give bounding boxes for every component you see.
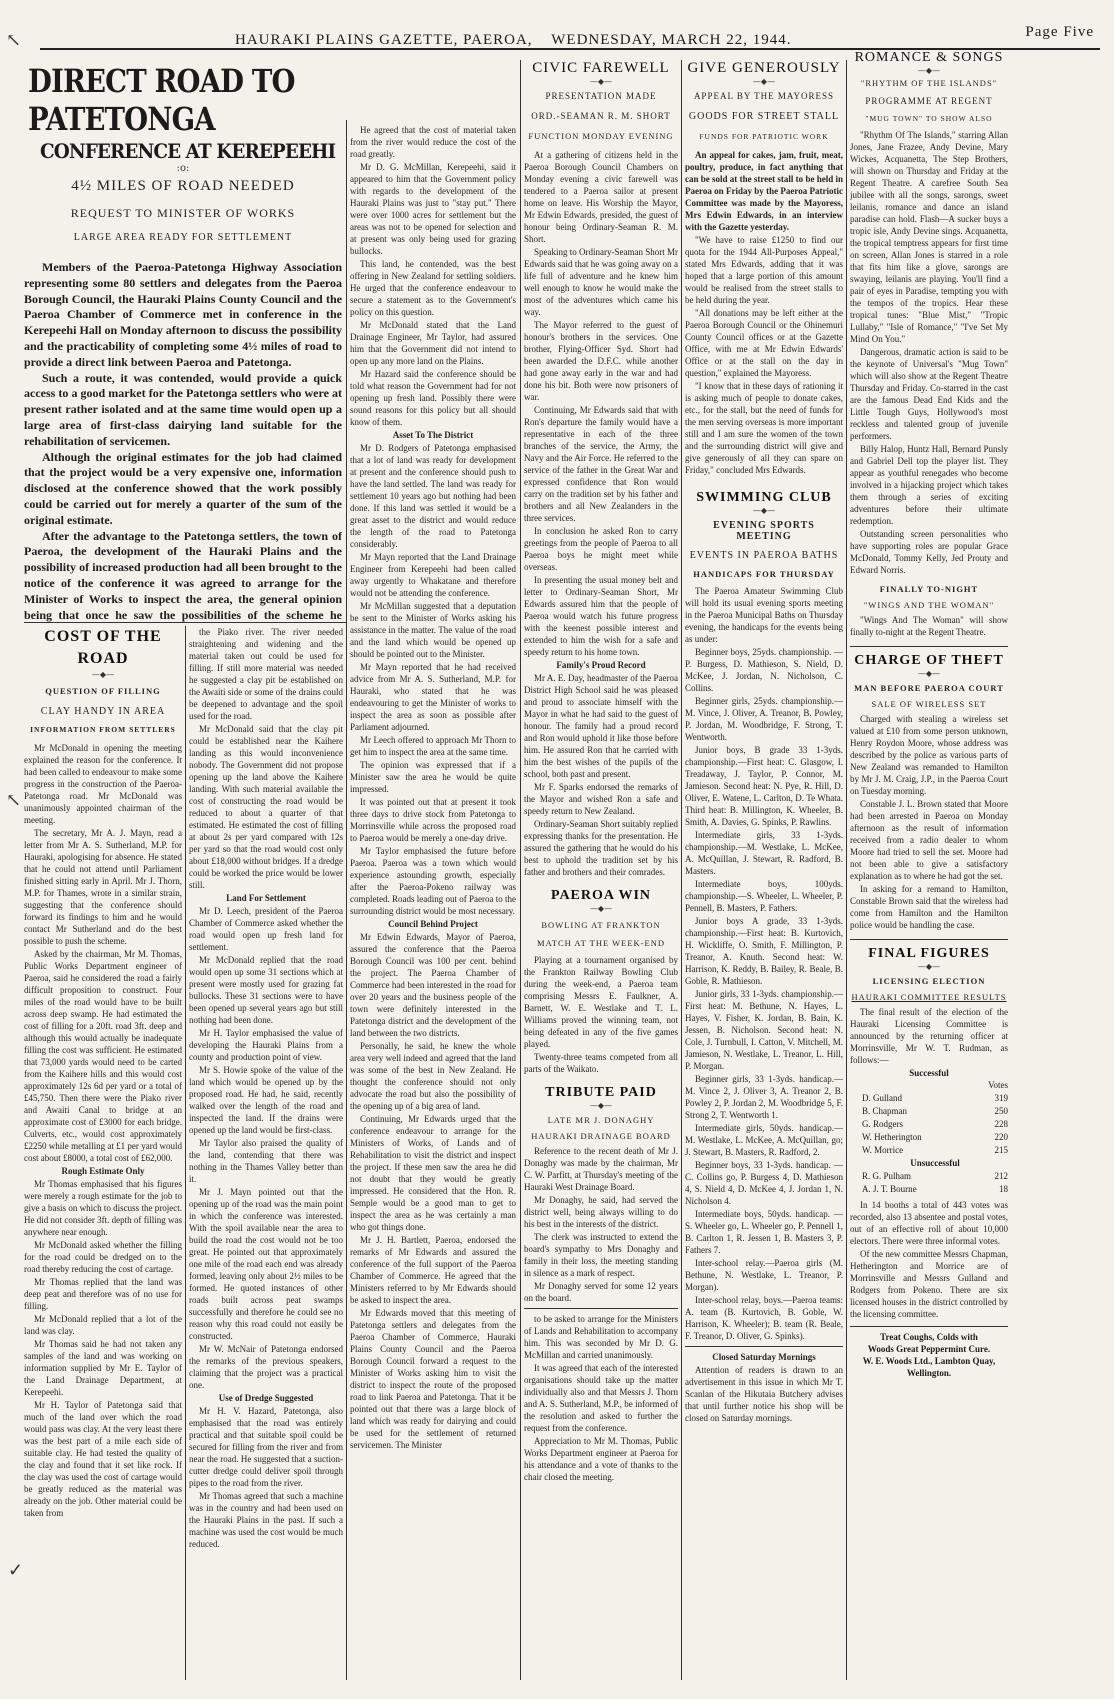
table-row: R. G. Pulham 212 [862,1171,1008,1181]
section-subhead: Family's Proud Record [556,660,646,670]
theft-sub1: MAN BEFORE PAEROA COURT [854,683,1004,693]
theft-sub2: SALE OF WIRELESS SET [871,699,987,709]
romance-sub4: FINALLY TO-NIGHT [879,584,979,594]
column-rule [846,60,847,1680]
advertisement: Treat Coughs, Colds with Woods Great Peppermint Cure. W. E. Woods Ltd., Lambton Quay, Wellington. [862,1332,996,1378]
column-rule [681,60,682,1680]
give-sub1: APPEAL BY THE MAYORESS [693,91,835,101]
civic-headline: CIVIC FAREWELL [532,60,670,76]
paeroa-win-sub2: MATCH AT THE WEEK-END [537,938,665,948]
romance-column: ROMANCE & SONGS —◆— "RHYTHM OF THE ISLANDS" PROGRAMME AT REGENT "MUG TOWN" TO SHOW ALSO "Rhythm Of The Islands," starring Allan Jones, Jane Frazee, Andy Devine, Mary Wickes, Acquanetta, The Step Brothers, will shown on Thursday and Friday at the Regent Theatre. A carefree South Sea jubilee with all the songs, sarongs, sweet leilanis, romance and dance an island paradise can hold. Flash—A sucker buys a tropic isle, Andy Devine sings. Acquanetta, the tropical temptress appears for first time on screen, Allan Jones is starred in a role that fits him like a glove, sarongs are swaying, leilanis are playing. You'll find a pair of eyes in Paradise, tempting you with the tempos of the tropics. Hear these tropical tunes: "Blue Mist," "Tropic Lullaby," "Isle of Romance," "I've Set My Mind On You." Dangerous, dramatic action is said to be the keynote of Universal's "Mug Town" which will also show at the Regent Theatre Thursday and Friday. Co-starred in the cast are the famous Dead End Kids and the Little Tough Guys, Hollywood's most reckless and talented group of juvenile performers. Billy Halop, Huntz Hall, Bernard Punsly and Gabriel Dell top the player list. They appear as youthful renegades who become involved in a hijacking project which takes them through a series of exciting adventures before their ultimate redemption. Outstanding screen personalities who have supporting roles are popular Grace McDonald, Tommy Kelly, Jed Prouty and Edward Norris. FINALLY TO-NIGHT "WINGS AND THE WOMAN" "Wings And The Woman" will show finally to-night at the Regent Theatre. CHARGE OF THEFT —◆— MAN BEFORE PAEROA COURT SALE OF WIRELESS SET Charged with stealing a wireless set valued at £10 from some person unknown, Henry Roydon Moore, whose address was described by the police as various parts of New Zealand was remanded to Hamilton by Mr J. M. Craig, J.P., in the Paeroa Court on Tuesday morning. Constable J. L. Brown stated that Moore had been arrested in Paeroa on Monday afternoon as the result of information received from a radio dealer to whom Moore had tried to sell the set. Moore had not been able to give a satisfactory explanation as to where he had got the set. In asking for a remand to Hamilton, Constable Brown said that the wireless had come from Hamilton and the Hamilton police would be handling the case. FINAL FIGURES —◆— LICENSING ELECTION HAURAKI COMMITTEE RESULTS The final result of the election of the Hauraki Licensing Committee is announced by the returning officer at Morrinsville, Mr W. T. Rudman, as follows:— Successful Votes D. Gulland 319 B. Chapman 250 G. Rodgers 228 W. Hetherington 220 W. Morrice 215 Unsuccessful R. G. Pulham 212 A. J. T. Bourne 18 In 14 booths a total of 443 votes was recorded, also 13 absentee and postal votes, out of an effective roll of about 10,000 electors. There were three informal votes. Of the new committee Messrs Chapman, Hetherington and Morrice are of Morrinsville and Messrs Gulland and Rodgers from Pokeno. There are six licensed houses in the district controlled by the licensing committee. Treat Coughs, Colds with Woods Great Peppermint Cure. W. E. Woods Ltd., Lambton Quay, Wellington. [850,50,1008,1378]
masthead [40,22,1100,50]
table-row: G. Rodgers 228 [862,1119,1008,1129]
section-subhead: Closed Saturday Mornings [712,1352,816,1362]
paeroa-win-sub1: BOWLING AT FRANKTON [541,920,661,930]
results-table [860,1078,1008,1197]
section-subhead: Rough Estimate Only [61,1166,145,1176]
table-row: Unsuccessful [910,1158,960,1168]
table-row: D. Gulland 319 [862,1093,1008,1103]
masthead-date: WEDNESDAY, MARCH 22, 1944. [551,32,792,48]
separator: :o: [176,163,190,174]
cost-sub1: QUESTION OF FILLING [45,686,161,696]
column-rule [185,626,186,1680]
column-rule [346,120,347,1680]
section-subhead: Land For Settlement [226,893,306,903]
masthead-title: HAURAKI PLAINS GAZETTE, PAEROA, WEDNESDAY, MARCH 22, 1944. [235,32,792,48]
civic-body: At a gathering of citizens held in the Paeroa Borough Council Chambers on Monday evening a civic farewell was tendered to a Paeroa sailor at present home on leave. His Worship the Mayor, Mr Edwin Edwards, presided, the guest of honour being Ordinary-Seaman R. M. Short. Speaking to Ordinary-Seaman Short Mr Edwards said that he was going away on a life full of adventure and he knew him well enough to know he would make the most of the adventures which came his way. The Mayor referred to the guest of honour's brothers in the services. One brother, Flying-Officer Syd. Short had been awarded the D.F.C. while another had gone away early in the war and had done his bit. Both were now prisoners of war. Continuing, Mr Edwards said that with Ron's departure the family would have a representative in each of the three branches of the service, the Army, the Navy and the Air Force. He referred to the service of the father in the Great War and expressed confidence that Ron would carry on the tradition set by his father and brothers and all New Zealanders in the three services. In conclusion he asked Ron to carry greetings from the people of Paeroa to all Paeroa boys he might meet while overseas. In presenting the usual money belt and letter to Ordinary-Seaman Short, Mr Edwards assured him that the people of Paeroa would watch his future progress with the keenest possible interest and extended to him the wish for a safe and speedy return to his home town. Family's Proud Record Mr A. E. Day, headmaster of the Paeroa District High School said he was pleased and proud to associate himself with the Mayor in what he had said to the guest of honour. The family had a proud record and Ron would uphold it like those before him. He assured Ron that he carried with him the best wishes of the pupils of the school, both past and present. Mr F. Sparks endorsed the remarks of the Mayor and wished Ron a safe and speedy return to New Zealand. Ordinary-Seaman Short suitably replied expressing thanks for the presentation. He assured the gathering that he would do his best to uphold the tradition set by his father and brothers and their comrades. [524,150,678,877]
cost-sub2: CLAY HANDY IN AREA [40,706,166,717]
main-subhead: CONFERENCE AT KEREPEEHI [40,139,336,163]
romance-headline: ROMANCE & SONGS [854,50,1004,65]
cost-sub3: INFORMATION FROM SETTLERS [30,725,176,734]
cost-story: COST OF THE ROAD —◆— QUESTION OF FILLING CLAY HANDY IN AREA INFORMATION FROM SETTLERS Mr McDonald in opening the meeting explained the reason for the conference. It had been called to endeavour to make some progress in the construction of the Paeroa-Patetonga road. Mr McDonald was unanimously appointed chairman of the meeting. The secretary, Mr A. J. Mayn, read a letter from Mr A. S. Sutherland, M.P. for Hauraki, apologising for absence. He stated that he could not attend until Parliament finished sitting early in April. Mr J. Thorn, M.P. for Thames, wrote in a similar strain, suggesting that the conference should forward its findings to him and he would contact Mr Sutherland and do the best possible to push the scheme. Asked by the chairman, Mr M. Thomas, Public Works Department engineer of Paeroa, said he considered the road a fairly difficult proposition to construct. Four miles of the road would have to be built across deep swamp. He had estimated the cost of filling for a 20ft. road 3ft. deep and although this would actually be inadequate filling the cost was sufficient. He estimated that 73,000 yards would need to be carted from the Kaihere hills and this would cost approximately 12s 6d per yard or a total of £45,750. Then there were the Piako river and Awaiti Canal to bridge at an approximate cost of £3000 for each bridge. Culverts, etc., would cost approximately £2250 while metalling at £1 per yard would cost about £8000, a total cost of £62,000. Rough Estimate Only Mr Thomas emphasised that his figures were merely a rough estimate for the job to give a basis on which to discuss the project. He did not consider 3ft. depth of filling was anywhere near enough. Mr McDonald asked whether the filling for the road could be dredged on to the road thereby reducing the cost of cartage. Mr Thomas replied that the land was deep peat and therefore was of no use for filling. Mr McDonald replied that a lot of the land was clay. Mr Thomas said he had not taken any samples of the land and was working on information supplied by Mr E. Taylor of the Land Drainage Department, at Kerepeehi. Mr H. Taylor of Patetonga said that much of the land over which the road would pass was clay. At the very least there was the best part of a mile each side of suitable clay. He had tested the quality of the clay and found that it set like rock. If the clay was used the cost of cartage would be greatly reduced as the material was already on the job. Other material could be taken from [24,628,182,1518]
swimming-sub2: EVENTS IN PAEROA BATHS [689,550,839,561]
main-story [24,62,342,622]
civic-column: CIVIC FAREWELL —◆— PRESENTATION MADE ORD.-SEAMAN R. M. SHORT FUNCTION MONDAY EVENING At a gathering of citizens held in the Paeroa Borough Council Chambers on Monday evening a civic farewell was tendered to a Paeroa sailor at present home on leave. His Worship the Mayor, Mr Edwin Edwards, presided, the guest of honour being Ordinary-Seaman R. M. Short. Speaking to Ordinary-Seaman Short Mr Edwards said that he was going away on a life full of adventure and he knew him well enough to know he would make the most of the adventures which came his way. The Mayor referred to the guest of honour's brothers in the services. One brother, Flying-Officer Syd. Short had been awarded the D.F.C. while another had gone away early in the war and had done his bit. Both were now prisoners of war. Continuing, Mr Edwards said that with Ron's departure the family would have a representative in each of the three branches of the service, the Army, the Navy and the Air Force. He referred to the service of the father in the Great War and expressed confidence that Ron would carry on the tradition set by his father and brothers and all New Zealanders in the three services. In conclusion he asked Ron to carry greetings from the people of Paeroa to all Paeroa boys he might meet while overseas. In presenting the usual money belt and letter to Ordinary-Seaman Short, Mr Edwards assured him that the people of Paeroa would watch his future progress with the keenest possible interest and extended to him the wish for a safe and speedy return to his home town. Family's Proud Record Mr A. E. Day, headmaster of the Paeroa District High School said he was pleased and proud to associate himself with the Mayor in what he had said to the guest of honour. The family had a proud record and Ron would uphold it like those before him. He assured Ron that he carried with him the best wishes of the pupils of the school, both past and present. Mr F. Sparks endorsed the remarks of the Mayor and wished Ron a safe and speedy return to New Zealand. Ordinary-Seaman Short suitably replied expressing thanks for the presentation. He assured the gathering that he would do his best to uphold the tradition set by his father and brothers and their comrades. PAEROA WIN —◆— BOWLING AT FRANKTON MATCH AT THE WEEK-END Playing at a tournament organised by the Frankton Railway Bowling Club during the week-end, a Paeroa team comprising Messrs E. Faulkner, A. Barnett, W. E. Westlake and T. L. Williams proved the winning team, not being defeated in any of the five games played. Twenty-three teams competed from all parts of the Waikato. TRIBUTE PAID —◆— LATE MR J. DONAGHY HAURAKI DRAINAGE BOARD Reference to the recent death of Mr J. Donaghy was made by the chairman, Mr C. W. Parfitt, at Thursday's meeting of the Hauraki West Drainage Board. Mr Donaghy, he said, had served the district well, being always willing to do his best in the interests of the district. The clerk was instructed to extend the board's sympathy to Mrs Donaghy and family in their loss, the meeting standing in silence as a mark of respect. Mr Donaghy served for some 12 years on the board. to be asked to arrange for the Ministers of Lands and Rehabilitation to accompany him. This was seconded by Mr D. G. McMillan and carried unanimously. It was agreed that each of the interested organisations should take up the matter individually also and that Messrs J. Thorn and A. S. Sutherland, M.P., be informed of the resolution and asked to further the request from the conference. Appreciation to Mr M. Thomas, Public Works Department engineer at Paeroa for his attendance and a vote of thanks to the chair closed the meeting. [524,60,678,1482]
distance-headline: 4½ MILES OF ROAD NEEDED [71,178,295,194]
final-figures-body: The final result of the election of the Hauraki Licensing Committee is announced by the returning officer at Morrinsville, Mr W. T. Rudman, as follows:— [850,1007,1008,1065]
section-rule [24,622,346,623]
section-subhead: Use of Dredge Suggested [218,1393,314,1403]
margin-mark-icon: ↖ [6,30,22,51]
column-rule [520,60,521,1680]
tribute-body: Reference to the recent death of Mr J. Donaghy was made by the chairman, Mr C. W. Parfitt, at Thursday's meeting of the Hauraki West Drainage Board. Mr Donaghy, he said, had served the district well, being always willing to do his best in the interests of the district. The clerk was instructed to extend the board's sympathy to Mrs Donaghy and family in their loss, the meeting standing in silence as a mark of respect. Mr Donaghy served for some 12 years on the board. to be asked to arrange for the Ministers of Lands and Rehabilitation to accompany him. This was seconded by Mr D. G. McMillan and carried unanimously. It was agreed that each of the interested organisations should take up the matter individually also and that Messrs J. Thorn and A. S. Sutherland, M.P., be informed of the resolution and asked to further the request from the conference. Appreciation to Mr M. Thomas, Public Works Department engineer at Paeroa for his attendance and a vote of thanks to the chair closed the meeting. [524,1146,678,1482]
theft-body: Charged with stealing a wireless set valued at £10 from some person unknown, Henry Roydon Moore, whose address was described by the police as various parts of New Zealand was remanded to Hamilton by Mr J. M. Craig, J.P., in the Paeroa Court on Tuesday morning. Constable J. L. Brown stated that Moore had been arrested in Paeroa on Monday afternoon as the result of information received from a radio dealer to whom Moore had tried to sell the set. Moore had not been able to give a satisfactory explanation as to where he had got the set. In asking for a remand to Hamilton, Constable Brown said that the wireless had come from Hamilton and the Hamilton police would be handling the case. [850,714,1008,930]
paeroa-win-headline: PAEROA WIN [550,888,652,903]
give-column: GIVE GENEROUSLY —◆— APPEAL BY THE MAYORESS GOODS FOR STREET STALL FUNDS FOR PATRIOTIC WORK An appeal for cakes, jam, fruit, meat, poultry, produce, in fact anything that can be sold at the street stall to be held in Paeroa on Friday by the Paeroa Patriotic Committee was made by the Mayoress, Mrs Edwin Edwards, in an interview with the Gazette yesterday. "We have to raise £1250 to find our quota for the 1944 All-Purposes Appeal," stated Mrs Edwards, adding that it was hoped that a large portion of this amount would be realised from the street stalls to be held during the year. "All donations may be left either at the Paeroa Borough Council or the Ohinemuri County Council offices or at the Gazette Office, with me at Mr Edwin Edwards' Office or at the stall on the day in question," explained the Mayoress. "I know that in these days of rationing it is asking much of people to donate cakes, etc., for the stall, but the need of funds for the men serving overseas is more important still and I am sure the women of the town and the surrounding district will give and give generously of all they can spare on Friday," concluded Mrs Edwards. SWIMMING CLUB —◆— EVENING SPORTS MEETING EVENTS IN PAEROA BATHS HANDICAPS FOR THURSDAY The Paeroa Amateur Swimming Club will hold its usual evening sports meeting in the Paeroa Municipal Baths on Thursday evening, the handicaps for the events being as under: Beginner boys, 25yds. championship. —P. Burgess, D. Mathieson, S. Nield, D. McKee, J. Jordan, N. Nicholson, C. Collins. Beginner girls, 25yds. championship.—M. Vince, J. Oliver, A. Treanor, B. Powley, P. Jordan, M. Woodbridge, F. Strong, T. Wentworth. Junior boys, B grade 33 1-3yds. championship.—First heat: C. Glasgow, I. Treadaway, J. Taylor, P. Connor, M. Jamieson. Second heat: N. Pye, R. Hill, D. Oliver, E. Watene, L. Carlton, D. Te Whata. Third heat: B. Millington, K. Wheeler, B. Smith, A. Davies, G. Spinks, P. Rawlins. Intermediate girls, 33 1-3yds. championship.—M. Westlake, L. McKee, A. McQuillan, J. Stewart, R. Radford, B. Masters. Intermediate boys, 100yds. championship.—S. Wheeler, L. Wheeler, P. Pennell, B. Masters, P. Fathers. Junior boys A grade, 33 1-3yds. championship.—First heat: B. Kurtovich, H. Wickliffe, O. Smith, F. Millington, P. Treanor, A. Knuth. Second heat: W. Harrison, K. Reddy, B. Bailey, R. Beale, B. Goble, R. Mathieson. Junior girls, 33 1-3yds. championship.—First heat: M. Bethune, N. Hayes, L. Hayes, V. Fisher, K. Jordan, B. Bain, K. Jessen, B. Nicholson. Second heat: N. Cole, J. Turnbull, I. Catton, V. Mitchell, M. Jamieson, N. Westlake, L. Treanor, L. Hill, P. Morgan. Beginner girls, 33 1-3yds. handicap.—M. Vince 2, J. Oliver 3, A. Treanor 2, B. Powley 2, P. Jordan 2, M. Woodbridge 5, F. Strong 2, T. Wentworth 1. Intermediate girls, 50yds. handicap.—M. Westlake, L. McKee, A. McQuillan, go; J. Stewart, B. Masters, R. Radford, 2. Beginner boys, 33 1-3yds. handicap. —C. Collins go, P. Burgess 4, D. Mathieson 4, S. Nield 4, D. McKee 4, J. Jordan 1, N. Nicholson 4. Intermediate boys, 50yds. handicap. —S. Wheeler go, L. Wheeler go, P. Pennell 1, B. Carlton 1, R. Jessen 1, B. Masters 3, P. Fathers 7. Inter-school relay.—Paeroa girls (M. Bethune, N. Westlake, L. Treanor, P. Morgan). Inter-school relay, boys.—Paeroa teams: A. team (B. Kurtovich, B. Goble, W. Harrison, K. Wheeler); B. team (R. Beale, F. Treanor, D. Oliver, G. Spinks). Closed Saturday Mornings Attention of readers is drawn to an advertisement in this issue in which Mr T. Scanlan of the Hikutaia Butchery advises that until further notice his shop will be closed on Saturday mornings. [685,60,843,1423]
romance-body: "Rhythm Of The Islands," starring Allan Jones, Jane Frazee, Andy Devine, Mary Wickes, Acquanetta, The Step Brothers, will shown on Thursday and Friday at the Regent Theatre. A carefree South Sea jubilee with all the songs, sarongs, sweet leilanis, romance and dance an island paradise can hold. Flash—A sucker buys a tropic isle, Andy Devine sings. Acquanetta, the tropical temptress appears for first time on screen, Allan Jones is starred in a role that fits him like a glove, sarongs are swaying, leilanis are playing. You'll find a pair of eyes in Paradise, tempting you with the tempos of the tropics. Hear these tropical tunes: "Blue Mist," "Tropic Lullaby," "Isle of Romance," "I've Set My Mind On You." Dangerous, dramatic action is said to be the keynote of Universal's "Mug Town" which will also show at the Regent Theatre Thursday and Friday. Co-starred in the cast are the famous Dead End Kids and the Little Tough Guys, Hollywood's most reckless and talented group of juvenile performers. Billy Halop, Huntz Hall, Bernard Punsly and Gabriel Dell top the player list. They appear as youthful renegades who become involved in a hijacking project which takes them through a series of exciting adventures before their ultimate redemption. Outstanding screen personalities who have supporting roles are popular Grace McDonald, Tommy Kelly, Jed Prouty and Edward Norris. [850,130,1008,575]
final-figures-sub2: HAURAKI COMMITTEE RESULTS [851,992,1007,1002]
table-row: W. Hetherington 220 [862,1132,1008,1142]
area-headline: LARGE AREA READY FOR SETTLEMENT [73,232,293,243]
civic-sub1: PRESENTATION MADE [545,91,657,101]
swimming-body: The Paeroa Amateur Swimming Club will hold its usual evening sports meeting in the Paeroa Municipal Baths on Thursday evening, the handicaps for the events being as under: Beginner boys, 25yds. championship. —P. Burgess, D. Mathieson, S. Nield, D. McKee, J. Jordan, N. Nicholson, C. Collins. Beginner girls, 25yds. championship.—M. Vince, J. Oliver, A. Treanor, B. Powley, P. Jordan, M. Woodbridge, F. Strong, T. Wentworth. Junior boys, B grade 33 1-3yds. championship.—First heat: C. Glasgow, I. Treadaway, J. Taylor, P. Connor, M. Jamieson. Second heat: N. Pye, R. Hill, D. Oliver, E. Watene, L. Carlton, D. Te Whata. Third heat: B. Millington, K. Wheeler, B. Smith, A. Davies, G. Spinks, P. Rawlins. Intermediate girls, 33 1-3yds. championship.—M. Westlake, L. McKee, A. McQuillan, J. Stewart, R. Radford, B. Masters. Intermediate boys, 100yds. championship.—S. Wheeler, L. Wheeler, P. Pennell, B. Masters, P. Fathers. Junior boys A grade, 33 1-3yds. championship.—First heat: B. Kurtovich, H. Wickliffe, O. Smith, F. Millington, P. Treanor, A. Knuth. Second heat: W. Harrison, K. Reddy, B. Bailey, R. Beale, B. Goble, R. Mathieson. Junior girls, 33 1-3yds. championship.—First heat: M. Bethune, N. Hayes, L. Hayes, V. Fisher, K. Jordan, B. Bain, K. Jessen, B. Nicholson. Second heat: N. Cole, J. Turnbull, I. Catton, V. Mitchell, M. Jamieson, N. Westlake, L. Treanor, L. Hill, P. Morgan. Beginner girls, 33 1-3yds. handicap.—M. Vince 2, J. Oliver 3, A. Treanor 2, B. Powley 2, P. Jordan 2, M. Woodbridge 5, F. Strong 2, T. Wentworth 1. Intermediate girls, 50yds. handicap.—M. Westlake, L. McKee, A. McQuillan, go; J. Stewart, B. Masters, R. Radford, 2. Beginner boys, 33 1-3yds. handicap. —C. Collins go, P. Burgess 4, D. Mathieson 4, S. Nield 4, D. McKee 4, J. Jordan 1, N. Nicholson 4. Intermediate boys, 50yds. handicap. —S. Wheeler go, L. Wheeler go, P. Pennell 1, B. Carlton 1, R. Jessen 1, B. Masters 3, P. Fathers 7. Inter-school relay.—Paeroa girls (M. Bethune, N. Westlake, L. Treanor, P. Morgan). Inter-school relay, boys.—Paeroa teams: A. team (B. Kurtovich, B. Goble, W. Harrison, K. Wheeler); B. team (R. Beale, F. Treanor, D. Oliver, G. Spinks). Closed Saturday Mornings Attention of readers is drawn to an advertisement in this issue in which Mr T. Scanlan of the Hikutaia Butchery advises that until further notice his shop will be closed on Saturday mornings. [685,586,843,1423]
cost-story-continued: the Piako river. The river needed straightening and widening and the material taken out could be used for filling. If still more material was needed he suggested a clay pit be established on the Awaiti side or some of the drains could be deepened to advantage and the spoil used for the road. Mr McDonald said that the clay pit could be established near the Kaihere landing as this would inconvenience nobody. The Government did not propose opening up the land above the Kaihere landing. With such material available the cost of constructing the road would be reduced to about a quarter of that estimated. He estimated the cost of filling at about 2s per yard compared with 12s per yard so that the road would cost only about £18,000 without bridges. If a dredge could be worked the price would be lower still. Land For Settlement Mr D. Leech, president of the Paeroa Chamber of Commerce asked whether the road would open up fresh land for settlement. Mr McDonald replied that the road would open up some 31 sections which at present were mostly used for grazing fat bullocks. These 31 sections were to have been opened up several years ago but still nothing had been done. Mr H. Taylor emphasised the value of developing the Hauraki Plains from a county and production point of view. Mr S. Howie spoke of the value of the land which would be opened up by the proposed road. He had, he said, recently walked over the length of the road and inspected the land. If the drains were opened up the land would be first-class. Mr Taylor also praised the quality of the land, contending that there was nothing in the Thames Valley better than it. Mr J. Mayn pointed out that the opening up of the road was the main point in which the conference was interested. With the spoil available near the area to build the road the cost would not be too great. He pointed out that approximately one mile of the road each end was already formed, leaving only about 2½ miles to be formed. He quoted instances of other roads built across peat swamps successfully and therefore he could see no reason why this road could not easily be constructed. Mr W. McNair of Patetonga endorsed the remarks of the previous speakers, claiming that the project was a practical one. Use of Dredge Suggested Mr H. V. Hazard, Patetonga, also emphasised that the road was entirely practical and that suitable spoil could be secured for filling from the river and from near the road. He suggested that a suction-cutter dredge could deliver spoil through pipes to the road from the river. Mr Thomas agreed that such a machine was in the country and had been used on the Hauraki Plains in the past. If such a machine was used the cost would be much reduced. [189,627,343,1549]
table-row: Votes [988,1080,1008,1090]
table-row: B. Chapman 250 [862,1106,1008,1116]
margin-mark-icon: ✓ [8,1560,24,1581]
tribute-sub2: HAURAKI DRAINAGE BOARD [531,1131,671,1141]
give-body: An appeal for cakes, jam, fruit, meat, poultry, produce, in fact anything that can be sold at the street stall to be held in Paeroa on Friday by the Paeroa Patriotic Committee was made by the Mayoress, Mrs Edwin Edwards, in an interview with the Gazette yesterday. "We have to raise £1250 to find our quota for the 1944 All-Purposes Appeal," stated Mrs Edwards, adding that it was hoped that a large portion of this amount would be realised from the street stalls to be held during the year. "All donations may be left either at the Paeroa Borough Council or the Ohinemuri County Council offices or at the Gazette Office, with me at Mr Edwin Edwards' Office or at the stall on the day in question," explained the Mayoress. "I know that in these days of rationing it is asking much of people to donate cakes, etc., for the stall, but the need of funds for the men serving overseas is more important still and I am sure the women of the town and the surrounding district will give and give generously of all they can spare on Friday," concluded Mrs Edwards. [685,150,843,475]
successful-label: Successful [909,1068,949,1078]
give-sub2: GOODS FOR STREET STALL [688,111,840,122]
page-number: Page Five [1025,24,1094,40]
tribute-headline: TRIBUTE PAID [545,1085,657,1100]
civic-sub3: FUNCTION MONDAY EVENING [528,131,674,141]
tribute-sub1: LATE MR J. DONAGHY [547,1115,655,1125]
request-headline: REQUEST TO MINISTER OF WORKS [70,206,296,220]
section-subhead: Council Behind Project [388,919,478,929]
romance-sub3: "MUG TOWN" TO SHOW ALSO [865,114,993,123]
romance-sub5: "WINGS AND THE WOMAN" [863,600,995,610]
romance-sub2: PROGRAMME AT REGENT [865,96,993,106]
section-subhead: Asset To The District [392,430,474,440]
main-headline: DIRECT ROAD TO PATETONGA [28,62,295,138]
margin-mark-icon: ↖ [6,790,22,811]
final-figures-sub1: LICENSING ELECTION [872,976,986,986]
swimming-headline: SWIMMING CLUB [696,490,832,505]
main-lead: Members of the Paeroa-Patetonga Highway Association representing some 80 settlers and delegates from the Paeroa Borough Council, the Hauraki Plains County Council and the Paeroa Chamber of Commerce met in conference in the Kerepeehi Hall on Monday afternoon to discuss the possibility and the practicability of completing some 4½ miles of road to provide a direct link between Paeroa and Patetonga. Such a route, it was contended, would provide a quick access to a good market for the Patetonga settlers who were at present rather isolated and at the same time would open up a large area of first-class dairying land suitable for the rehabilitation of servicemen. Although the original estimates for the job had claimed that the project would be a very expensive one, information disclosed at the conference showed that the work possibly could be carried out for merely a quarter of the sum of the original estimate. After the advantage to the Patetonga settlers, the town of Paeroa, the development of the Hauraki Plains and the possibility of increased production had all been brought to the notice of the conference it was agreed to arrange for the Minister of Works to inspect the area, the general opinion being that once he saw the possibilities of the scheme he [24,260,342,622]
romance-sub1: "RHYTHM OF THE ISLANDS" [860,78,998,88]
swimming-sub1: EVENING SPORTS MEETING [713,520,815,542]
swimming-sub3: HANDICAPS FOR THURSDAY [693,569,835,579]
table-row: A. J. T. Bourne 18 [862,1184,1008,1194]
theft-headline: CHARGE OF THEFT [854,653,1004,668]
paeroa-win-body: Playing at a tournament organised by the Frankton Railway Bowling Club during the week-end, a Paeroa team comprising Messrs E. Faulkner, A. Barnett, W. E. Westlake and T. L. Williams proved the winning team, not being defeated in any of the five games played. Twenty-three teams competed from all parts of the Waikato. [524,955,678,1074]
table-row: W. Morrice 215 [862,1145,1008,1155]
give-sub3: FUNDS FOR PATRIOTIC WORK [699,132,829,141]
civic-sub2: ORD.-SEAMAN R. M. SHORT [531,111,671,121]
final-figures-headline: FINAL FIGURES [868,946,990,961]
cost-headline: COST OF THE ROAD [44,628,162,667]
give-headline: GIVE GENEROUSLY [687,60,841,76]
main-story-continued: He agreed that the cost of material taken from the river would reduce the cost of the road greatly. Mr D. G. McMillan, Kerepeehi, said it appeared to him that the Government policy with regards to the development of the Hauraki Plains was just to "stay put." There were over 1000 acres for settlement but the areas was not to be opened for selection and at present was only being used for grazing bullocks. This land, he contended, was the best offering in New Zealand for settling soldiers. He urged that the conference endeavour to secure a statement as to the Government's policy on this question. Mr McDonald stated that the Land Drainage Engineer, Mr Taylor, had assured him that the Government did not intend to open up any more land on the Plains. Mr Hazard said the conference should be told what reason the Government had for not opening up fresh land. Possibly there were sound reasons for this policy but all should know of them. Asset To The District Mr D. Rodgers of Patetonga emphasised that a lot of land was ready for development at present and the conference should push to have the land settled. The land was ready for settlement 10 years ago but nothing had been done. If this land was settled it would be a great asset to the district and would reduce the length of the road to Patetonga considerably. Mr Mayn reported that the Land Drainage Engineer from Kerepeehi had been called away urgently to Whakatane and therefore would not be attending the conference. Mr McMillan suggested that a deputation be sent to the Minister of Works asking his assistance in the matter. The value of the road and the land which would be opened up should be pointed out to the Minister. Mr Mayn reported that he had received advice from Mr A. S. Sutherland, M.P. for Hauraki, who stated that he was endeavouring to get the Minister of works to inspect the area as soon as possible after Parliament adjourned. Mr Leech offered to approach Mr Thorn to get him to inspect the area at the same time. The opinion was expressed that if a Minister saw the area he would be quite impressed. It was pointed out that at present it took three days to drive stock from Patetonga to Morrinsville while across the proposed road to Paeroa would be merely a one-day drive. Mr Taylor emphasised the future before Paeroa. Paeroa was a town which would experience astounding growth, especially after the Paeroa-Pokeno railway was completed. Roads leading out of Paeroa to the surrounding district would be most necessary. Council Behind Project Mr Edwin Edwards, Mayor of Paeroa, assured the conference that the Paeroa Borough Council was 100 per cent. behind the project. The Paeroa Chamber of Commerce had been interested in the road for over 20 years and the business people of the town were definitely interested in the Patetonga district and the development of the land between the two districts. Personally, he said, he knew the whole area very well indeed and agreed that the land was some of the best in New Zealand. He thought the conference should not only advocate the road but also the possibility of the opening up of a big area of land. Continuing, Mr Edwards urged that the conference endeavour to arrange for the Ministers of Works, of Lands and of Rehabilitation to visit the district and inspect the project. If these men saw the area he did not doubt that they would be greatly impressed. He considered that the Hon. R. Semple would be a good man to get to inspect the area as he was certainly a man who got things done. Mr J. H. Bartlett, Paeroa, endorsed the remarks of Mr Edwards and assured the conference of the full support of the Paeroa Chamber of Commerce. He agreed that the Ministers referred to by Mr Edwards should be asked to inspect the area. Mr Edwards moved that this meeting of Patetonga settlers and delegates from the Paeroa Chamber of Commerce, Hauraki Plains County Council and the Paeroa Borough Council forward a request to the Minister of Works asking him to visit the district to inspect the route of the proposed road to link Paeroa and Patetonga. That it be pointed out that there was a large block of land which was ready for dairying and could be used for the settlement of returned servicemen. The Minister [350,125,516,1450]
cost-body: Mr McDonald in opening the meeting explained the reason for the conference. It had been called to endeavour to make some progress in the construction of the Paeroa-Patetonga road. Mr McDonald was unanimously appointed chairman of the meeting. The secretary, Mr A. J. Mayn, read a letter from Mr A. S. Sutherland, M.P. for Hauraki, apologising for absence. He stated that he could not attend until Parliament finished sitting early in April. Mr J. Thorn, M.P. for Thames, wrote in a similar strain, suggesting that the conference should forward its findings to him and he would contact Mr Sutherland and do the best possible to push the scheme. Asked by the chairman, Mr M. Thomas, Public Works Department engineer of Paeroa, said he considered the road a fairly difficult proposition to construct. Four miles of the road would have to be built across deep swamp. He had estimated the cost of filling for a 20ft. road 3ft. deep and although this would actually be inadequate filling the cost was sufficient. He estimated that 73,000 yards would need to be carted from the Kaihere hills and this would cost approximately 12s 6d per yard or a total of £45,750. Then there were the Piako river and Awaiti Canal to bridge at an approximate cost of £3000 for each bridge. Culverts, etc., would cost approximately £2250 while metalling at £1 per yard would cost about £8000, a total cost of £62,000. Rough Estimate Only Mr Thomas emphasised that his figures were merely a rough estimate for the job to give a basis on which to discuss the project. He did not consider 3ft. depth of filling was anywhere near enough. Mr McDonald asked whether the filling for the road could be dredged on to the road thereby reducing the cost of cartage. Mr Thomas replied that the land was deep peat and therefore was of no use for filling. Mr McDonald replied that a lot of the land was clay. Mr Thomas said he had not taken any samples of the land and was working on information supplied by Mr E. Taylor of the Land Drainage Department, at Kerepeehi. Mr H. Taylor of Patetonga said that much of the land over which the road would pass was clay. At the very least there was the best part of a mile each side of suitable clay. He had tested the quality of the clay and found that it set like rock. If the clay was used the cost of cartage would be greatly reduced as the material was already on the job. Other material could be taken from [24,743,182,1518]
